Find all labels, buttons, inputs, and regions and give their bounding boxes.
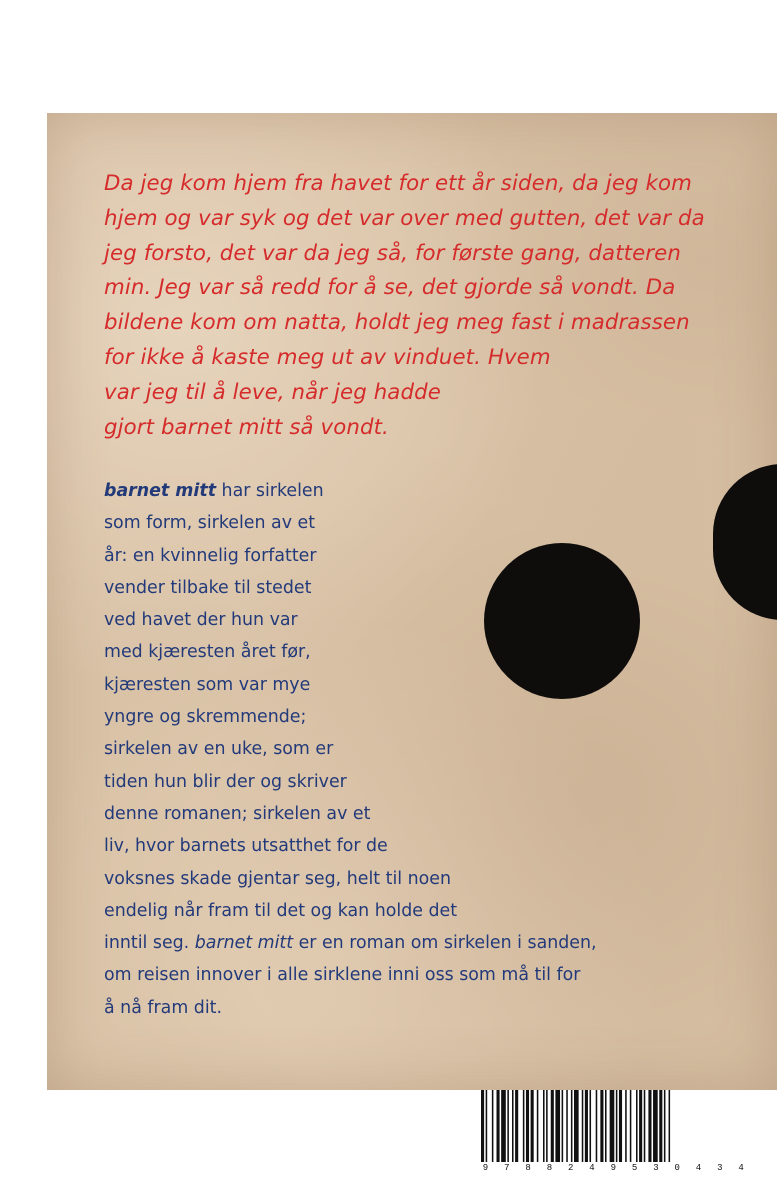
book-title-inline: barnet mitt [194,933,294,954]
barcode-bar [644,1090,646,1162]
isbn-digit: 4 [589,1163,595,1173]
barcode-bar [664,1090,666,1162]
quote-line: for ikke å kaste meg ut av vinduet. Hvem [104,344,551,370]
die-cut-edge-hole [713,464,777,620]
barcode-bar [636,1090,638,1162]
barcode-bar [590,1090,592,1162]
barcode-bar [507,1090,509,1162]
blurb-text [104,475,664,1024]
barcode-bars [475,1090,750,1162]
barcode-bar [582,1090,584,1162]
barcode-bar [574,1090,579,1162]
back-cover [47,113,777,1090]
quote-line: var jeg til å leve, når jeg hadde [104,379,441,405]
quote-line: hjem og var syk og det var over med gutten, det var da [104,205,705,231]
barcode-bar [596,1090,598,1162]
barcode-bar [619,1090,622,1162]
barcode-bar [610,1090,615,1162]
barcode-bar [630,1090,632,1162]
barcode-bar [653,1090,658,1162]
blurb-line: liv, hvor barnets utsatthet for de [104,836,388,857]
isbn-digit: 9 [610,1163,616,1173]
barcode-bar [497,1090,500,1162]
blurb-line: om reisen innover i alle sirklene inni oss som må til for [104,965,581,986]
barcode-bar [659,1090,662,1162]
barcode-bar [531,1090,534,1162]
blurb-line: barnet mitt har sirkelen [104,481,324,501]
isbn-digit: 4 [738,1163,744,1173]
barcode-bar [512,1090,514,1162]
isbn-digit: 2 [567,1163,574,1173]
barcode-bar [523,1090,525,1162]
blurb-line: med kjæresten året før, [104,642,311,663]
barcode-bar [537,1090,539,1162]
quote-line: min. Jeg var så redd for å se, det gjorde så vondt. Da [104,275,676,301]
barcode-bar [600,1090,603,1162]
barcode-bar [481,1090,484,1162]
barcode-bar [571,1090,573,1162]
isbn-digit: 4 [695,1163,702,1173]
isbn-digit: 7 [504,1163,510,1173]
isbn-digit: 9 [482,1163,489,1173]
barcode-bar [526,1090,529,1162]
barcode-bar [486,1090,488,1162]
isbn-digit: 5 [631,1163,638,1173]
barcode-bar [639,1090,642,1162]
blurb-line: endelig når fram til det og kan holde det [104,900,458,921]
barcode-bar [546,1090,548,1162]
blurb-line: som form, sirkelen av et [104,513,316,534]
quote-line: Da jeg kom hjem fra havet for ett år siden, da jeg kom [104,171,692,196]
blurb-line: inntil seg. barnet mitt er en roman om sirkelen i sanden, [104,933,597,954]
book-title: barnet mitt [104,481,217,501]
barcode-bar [616,1090,618,1162]
barcode-bar [562,1090,564,1162]
blurb-line: denne romanen; sirkelen av et [104,803,371,824]
blurb-line: vender tilbake til stedet [104,577,312,598]
blurb-line: tiden hun blir der og skriver [104,771,347,792]
quote-line: jeg forsto, det var da jeg så, for første gang, datteren [104,240,681,266]
blurb-line: sirkelen av en uke, som er [104,739,334,760]
isbn-digit: 0 [674,1163,680,1173]
barcode-bar [555,1090,560,1162]
blurb-line: voksnes skade gjentar seg, helt til noen [104,868,452,889]
blurb-line: ved havet der hun var [104,610,298,631]
isbn-digit: 8 [546,1163,553,1173]
barcode-bar [585,1090,588,1162]
barcode-bar [669,1090,671,1162]
blurb-line: kjæresten som var mye [104,674,311,695]
barcode-bar [492,1090,494,1162]
isbn-digit: 3 [653,1163,659,1173]
blurb-line: yngre og skremmende; [104,707,307,728]
barcode-bar [551,1090,554,1162]
excerpt-quote [104,167,714,445]
barcode-bar [566,1090,568,1162]
isbn-digit: 3 [717,1163,723,1173]
barcode-bar [605,1090,607,1162]
barcode-bar [543,1090,545,1162]
barcode-bar [625,1090,627,1162]
barcode-bar [501,1090,506,1162]
quote-line: bildene kom om natta, holdt jeg meg fast i madrassen [104,310,690,336]
blurb-line: år: en kvinnelig forfatter [104,545,317,566]
isbn-digit: 8 [525,1163,531,1173]
blurb-line: å nå fram dit. [104,997,223,1018]
barcode-bar [648,1090,651,1162]
quote-line: gjort barnet mitt så vondt. [104,414,389,440]
barcode-bar [515,1090,518,1162]
